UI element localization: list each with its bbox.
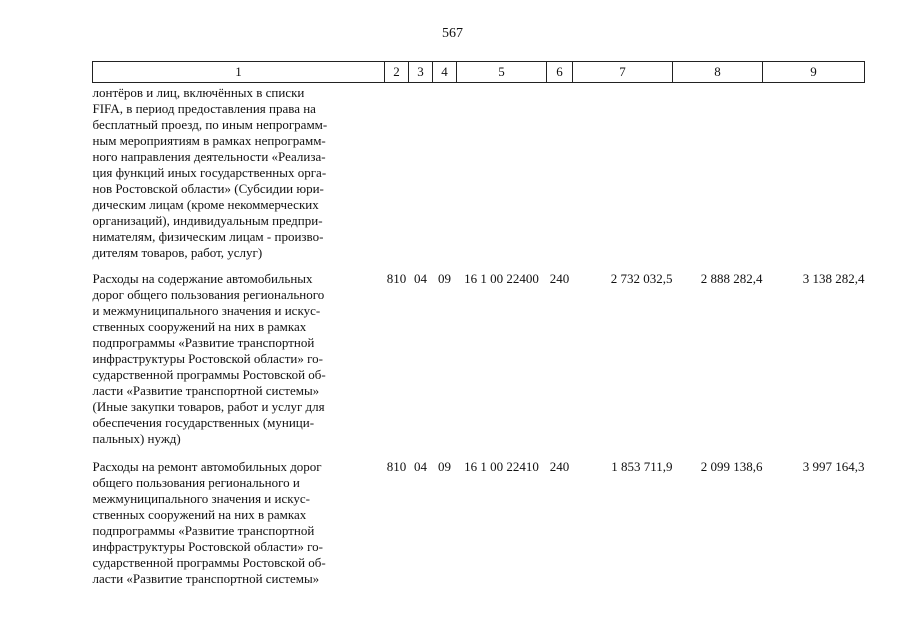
column-header-5: 5: [457, 62, 547, 83]
ministry-code: [385, 83, 409, 262]
column-header-6: 6: [547, 62, 573, 83]
ministry-code: 810: [386, 459, 407, 474]
column-header-9: 9: [763, 62, 865, 83]
column-header-8: 8: [673, 62, 763, 83]
amount-col8: [673, 83, 763, 262]
subsection-code: [433, 83, 457, 262]
amount-col8: 2 888 282,4: [700, 271, 763, 286]
target-article-code: 16 1 00 22400: [464, 271, 539, 286]
target-article-code: 16 1 00 22410: [464, 459, 539, 474]
column-header-3: 3: [409, 62, 433, 83]
expense-type-code: 240: [549, 271, 570, 286]
amount-col9: 3 138 282,4: [802, 271, 865, 286]
row-description: лонтёров и лиц, включённых в списки FIFA, в период предоставления права на бесплатный проезд, по иным непрограмм- ным мероприятиям в рамках непрограмм- ного направления деятельности «Реализа- ция функций иных государственных орга- нов Ростовской области» (Субсидии юри- дическим лицам (кроме некоммерческих организаций), индивидуальным предпри- нимателям, физическим лицам - произво- дителям товаров, работ, услуг): [92, 85, 328, 260]
section-code: [409, 83, 433, 262]
table-row: [93, 83, 865, 262]
section-code: 04: [414, 271, 427, 286]
column-header-2: 2: [385, 62, 409, 83]
subsection-code: 09: [438, 459, 451, 474]
amount-col9: 3 997 164,3: [802, 459, 865, 474]
row-description: Расходы на содержание автомобильных дорог общего пользования регионального и межмуниципального значения и искус- ственных сооружений на них в рамках подпрограммы «Развитие транспортной инфраструктуры Ростовской области» го- сударственной программы Ростовской об- ласти «Развитие транспортной системы» (Иные закупки товаров, работ и услуг для обеспечения государственных (муници- пальных) нужд): [92, 271, 326, 446]
table-row: [93, 447, 865, 587]
row-description: Расходы на ремонт автомобильных дорог общего пользования регионального и межмуниципального значения и искус- ственных сооружений на них в рамках подпрограммы «Развитие транспортной инфраструктуры Ростовской области» го- сударственной программы Ростовской об- ласти «Развитие транспортной системы»: [92, 459, 326, 586]
expense-type-code: 240: [549, 459, 570, 474]
column-header-4: 4: [433, 62, 457, 83]
budget-table: [92, 61, 865, 587]
page-number: 567: [442, 26, 463, 41]
section-code: 04: [414, 459, 427, 474]
column-header-1: 1: [93, 62, 385, 83]
amount-col9: [763, 83, 865, 262]
subsection-code: 09: [438, 271, 451, 286]
amount-col8: 2 099 138,6: [700, 459, 763, 474]
target-article-code: [457, 83, 547, 262]
table-row: [93, 261, 865, 447]
amount-col7: [573, 83, 673, 262]
ministry-code: 810: [386, 271, 407, 286]
header-row: [93, 62, 865, 83]
amount-col7: 2 732 032,5: [610, 271, 673, 286]
column-header-7: 7: [573, 62, 673, 83]
expense-type-code: [547, 83, 573, 262]
amount-col7: 1 853 711,9: [611, 459, 673, 474]
